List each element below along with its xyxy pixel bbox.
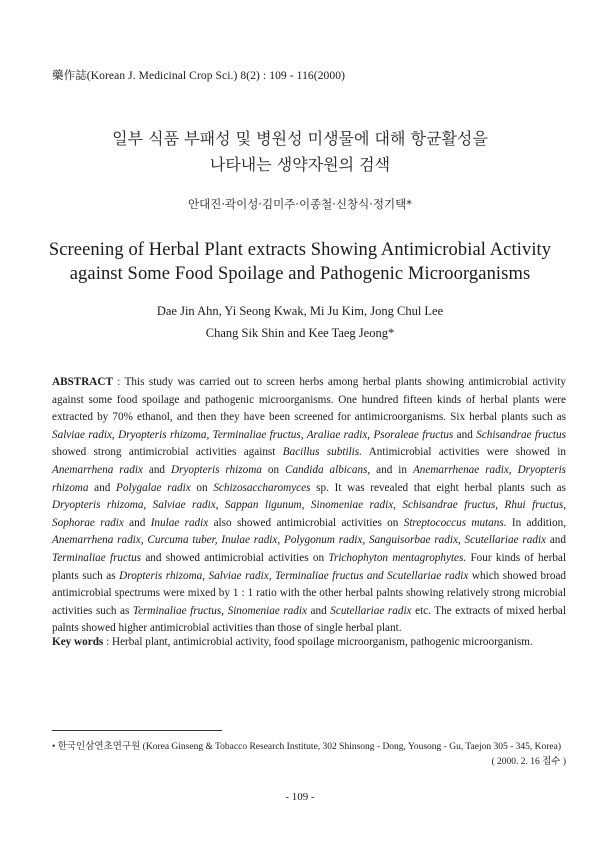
abstract bbox=[52, 374, 566, 638]
abstract-text: and bbox=[142, 463, 171, 476]
abstract-taxon: Bacillus subtilis. bbox=[282, 446, 362, 459]
keywords bbox=[52, 634, 566, 652]
abstract-text: on bbox=[190, 481, 214, 494]
abstract-taxon: Dropteris rhizoma, Salviae radix, Terminaliae fructus and Scutellariae radix bbox=[119, 569, 469, 582]
abstract-taxon: Anemarrhena radix, Curcuma tuber, Inulae radix, Polygonum radix, Sanguisorbae radix, Scutellariae radix bbox=[52, 534, 547, 547]
abstract-separator: : bbox=[112, 376, 125, 388]
english-authors bbox=[0, 300, 600, 344]
abstract-taxon: Anemarrhenae radix, Dryopteris rhizoma bbox=[52, 463, 567, 494]
abstract-text: showed strong antimicrobial activities against bbox=[52, 446, 283, 459]
abstract-taxon: Schizosaccharomyces bbox=[213, 481, 311, 494]
abstract-text: on bbox=[261, 463, 285, 476]
abstract-taxon: Trichophyton mentagrophytes. bbox=[328, 551, 467, 564]
abstract-label: ABSTRACT bbox=[52, 376, 113, 388]
page-number: - 109 - bbox=[285, 791, 315, 803]
footnote bbox=[52, 740, 566, 770]
abstract-text: and bbox=[123, 516, 151, 529]
korean-title bbox=[0, 126, 600, 178]
abstract-taxon: Terminaliae fructus bbox=[52, 551, 142, 564]
abstract-taxon: Candida albicans, bbox=[285, 463, 371, 476]
abstract-taxon: Polygalae radix bbox=[116, 481, 191, 494]
abstract-body bbox=[52, 376, 566, 634]
keywords-text: Herbal plant, antimicrobial activity, food spoilage microorganism, pathogenic microorganism. bbox=[111, 636, 533, 648]
english-authors-line-1: Dae Jin Ahn, Yi Seong Kwak, Mi Ju Kim, Jong Chul Lee bbox=[156, 304, 444, 318]
korean-title-line-1: 일부 식품 부패성 및 병원성 미생물에 대해 항균활성을 bbox=[112, 129, 488, 148]
abstract-text: and showed antimicrobial activities on bbox=[141, 551, 329, 564]
abstract-taxon: Dryopteris rhizoma bbox=[170, 463, 262, 476]
footnote-rule bbox=[52, 730, 222, 731]
abstract-text: etc. The extracts of mixed herbal palnts showed higher antimicrobial activities than those of single herbal plant. bbox=[52, 604, 566, 635]
keywords-separator: : bbox=[103, 636, 112, 648]
abstract-text: In addition, bbox=[506, 516, 566, 529]
abstract-text: Antimicrobial activities were showed in bbox=[361, 446, 566, 459]
abstract-taxon: Anemarrhena radix bbox=[52, 463, 143, 476]
abstract-taxon: Streptococcus mutans. bbox=[403, 516, 507, 529]
korean-authors: 안대진·곽이성·김미주·이종철·신창식·정기택* bbox=[188, 197, 412, 211]
abstract-text: also showed antimicrobial activities on bbox=[208, 516, 404, 529]
abstract-text: and in bbox=[370, 463, 413, 476]
abstract-taxon: Schisandrae fructus bbox=[476, 428, 566, 441]
abstract-text: Four kinds of herbal plants such as bbox=[52, 551, 566, 582]
abstract-text: sp. It was revealed that eight herbal plants such as bbox=[310, 481, 566, 494]
korean-title-line-2: 나타내는 생약자원의 검색 bbox=[209, 155, 391, 174]
english-title-line-2: against Some Food Spoilage and Pathogenic Microorganisms bbox=[69, 264, 531, 284]
abstract-taxon: Scutellariae radix bbox=[330, 604, 412, 617]
english-title bbox=[0, 238, 600, 286]
keywords-label: Key words bbox=[52, 636, 104, 648]
abstract-text: This study was carried out to screen herbs among herbal plants showing antimicrobial activity against some food spoilage and pathogenic microorganisms. One hundred fifteen kinds of herbal plants were extracted by 70% ethanol, and then they have been screened for antimicroorganisms. Six herbal plants such as bbox=[52, 376, 567, 424]
english-authors-line-2: Chang Sik Shin and Kee Taeg Jeong* bbox=[205, 326, 395, 340]
footnote-affiliation: • 한국인삼연초연구원 (Korea Ginseng & Tobacco Research Institute, 302 Shinsong - Dong, Yousong - Gu, Taejon 305 - 345, Korea) bbox=[52, 742, 562, 752]
english-title-line-1: Screening of Herbal Plant extracts Showing Antimicrobial Activity bbox=[48, 240, 552, 260]
received-date: ( 2000. 2. 16 접수 ) bbox=[491, 757, 566, 767]
abstract-text: and bbox=[546, 534, 566, 547]
abstract-taxon: Salviae radix, Dryopteris rhizoma, Terminaliae fructus, Araliae radix, Psoraleae fructus bbox=[52, 428, 454, 441]
abstract-taxon: Inulae radix bbox=[150, 516, 209, 529]
abstract-text: and bbox=[453, 428, 477, 441]
abstract-text: which showed broad antimicrobial spectrums were mixed by 1 : 1 ratio with the other herbal palnts showing relatively strong microbial activities such as bbox=[52, 569, 566, 617]
abstract-taxon: Dryopteris rhizoma, Salviae radix, Sappan ligunum, Sinomeniae radix, Schisandrae fructus, Rhui fructus, Sophorae radix bbox=[52, 499, 566, 529]
abstract-text: and bbox=[88, 481, 117, 494]
abstract-text: and bbox=[306, 604, 331, 617]
journal-citation: 藥作誌(Korean J. Medicinal Crop Sci.) 8(2) : 109 - 116(2000) bbox=[52, 70, 346, 82]
abstract-taxon: Terminaliae fructus, Sinomeniae radix bbox=[132, 604, 307, 617]
